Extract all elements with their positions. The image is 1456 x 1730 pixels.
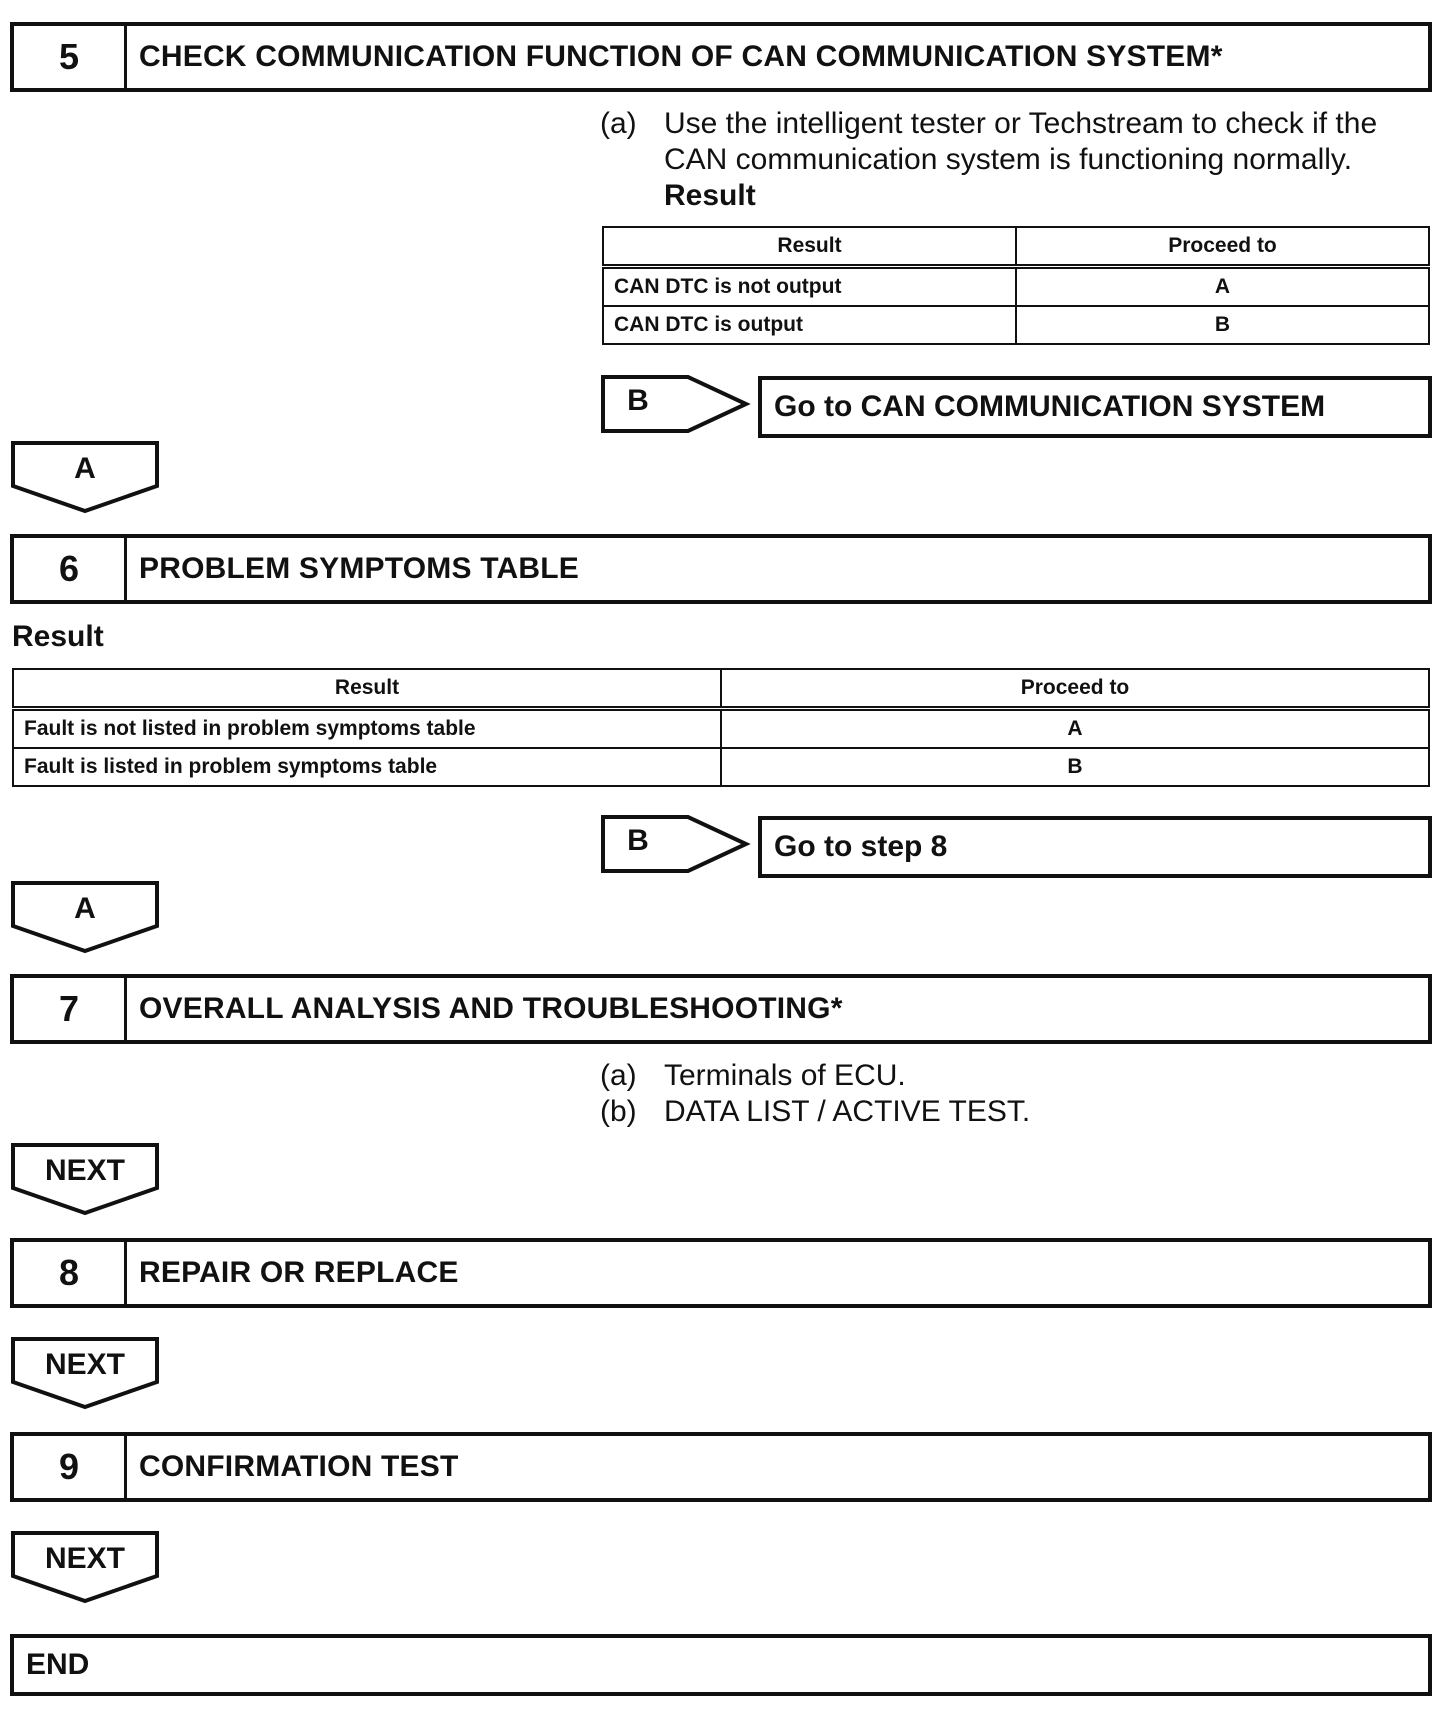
- table-header: Proceed to: [1016, 227, 1429, 267]
- table-header: Result: [603, 227, 1016, 267]
- step-9-title: CONFIRMATION TEST: [139, 1450, 459, 1483]
- step-7-number: 7: [14, 978, 127, 1040]
- item-text: DATA LIST / ACTIVE TEST.: [664, 1095, 1031, 1128]
- table-row: [603, 306, 1429, 344]
- table-cell: CAN DTC is not output: [603, 267, 1016, 307]
- list-item: [600, 1094, 1420, 1130]
- table-cell: Fault is not listed in problem symptoms table: [13, 709, 721, 749]
- table-header: Result: [13, 669, 721, 709]
- next-label: NEXT: [44, 1542, 125, 1575]
- table-cell: A: [721, 709, 1429, 749]
- step-9-header: [10, 1432, 1432, 1502]
- step-6-title: PROBLEM SYMPTOMS TABLE: [139, 552, 579, 585]
- step-6-result-table: [12, 668, 1430, 787]
- table-header: Proceed to: [721, 669, 1429, 709]
- branch-letter: B: [627, 384, 649, 417]
- item-label: (a): [600, 1059, 637, 1092]
- next-label: NEXT: [44, 1154, 125, 1187]
- step-6-number: 6: [14, 538, 127, 600]
- table-cell: A: [1016, 267, 1429, 307]
- step-5-instruction: [600, 106, 1420, 214]
- result-heading: Result: [664, 179, 756, 212]
- step-8-title: REPAIR OR REPLACE: [139, 1256, 459, 1289]
- list-item: [600, 1058, 1420, 1094]
- next-label: NEXT: [44, 1348, 125, 1381]
- table-cell: Fault is listed in problem symptoms table: [13, 748, 721, 786]
- step-5-number: 5: [14, 26, 127, 88]
- item-label: (b): [600, 1095, 637, 1128]
- instruction-line-2: CAN communication system is functioning normally.: [664, 143, 1353, 176]
- step-5-result-table: [602, 226, 1430, 345]
- table-cell: B: [721, 748, 1429, 786]
- step-6-result-heading: Result: [12, 620, 104, 653]
- step-8-number: 8: [14, 1242, 127, 1304]
- step-5-title: CHECK COMMUNICATION FUNCTION OF CAN COMMUNICATION SYSTEM*: [139, 40, 1223, 73]
- table-row: [13, 748, 1429, 786]
- continue-label: A: [74, 892, 96, 925]
- item-text: Terminals of ECU.: [664, 1059, 906, 1092]
- table-row: [13, 709, 1429, 749]
- branch-destination-link[interactable]: Go to step 8: [758, 816, 1432, 878]
- branch-letter: B: [627, 824, 649, 857]
- table-row: [603, 267, 1429, 307]
- step-8-header: [10, 1238, 1432, 1308]
- step-7-instructions: [600, 1058, 1420, 1130]
- step-5-header: [10, 22, 1432, 92]
- step-7-header: [10, 974, 1432, 1044]
- step-9-number: 9: [14, 1436, 127, 1498]
- table-cell: B: [1016, 306, 1429, 344]
- end-box: END: [10, 1634, 1432, 1696]
- instruction-line-1: Use the intelligent tester or Techstream to check if the: [664, 107, 1378, 140]
- table-cell: CAN DTC is output: [603, 306, 1016, 344]
- branch-destination-link[interactable]: Go to CAN COMMUNICATION SYSTEM: [758, 376, 1432, 438]
- step-6-header: [10, 534, 1432, 604]
- step-7-title: OVERALL ANALYSIS AND TROUBLESHOOTING*: [139, 992, 843, 1025]
- instruction-label: (a): [600, 107, 637, 140]
- continue-label: A: [74, 452, 96, 485]
